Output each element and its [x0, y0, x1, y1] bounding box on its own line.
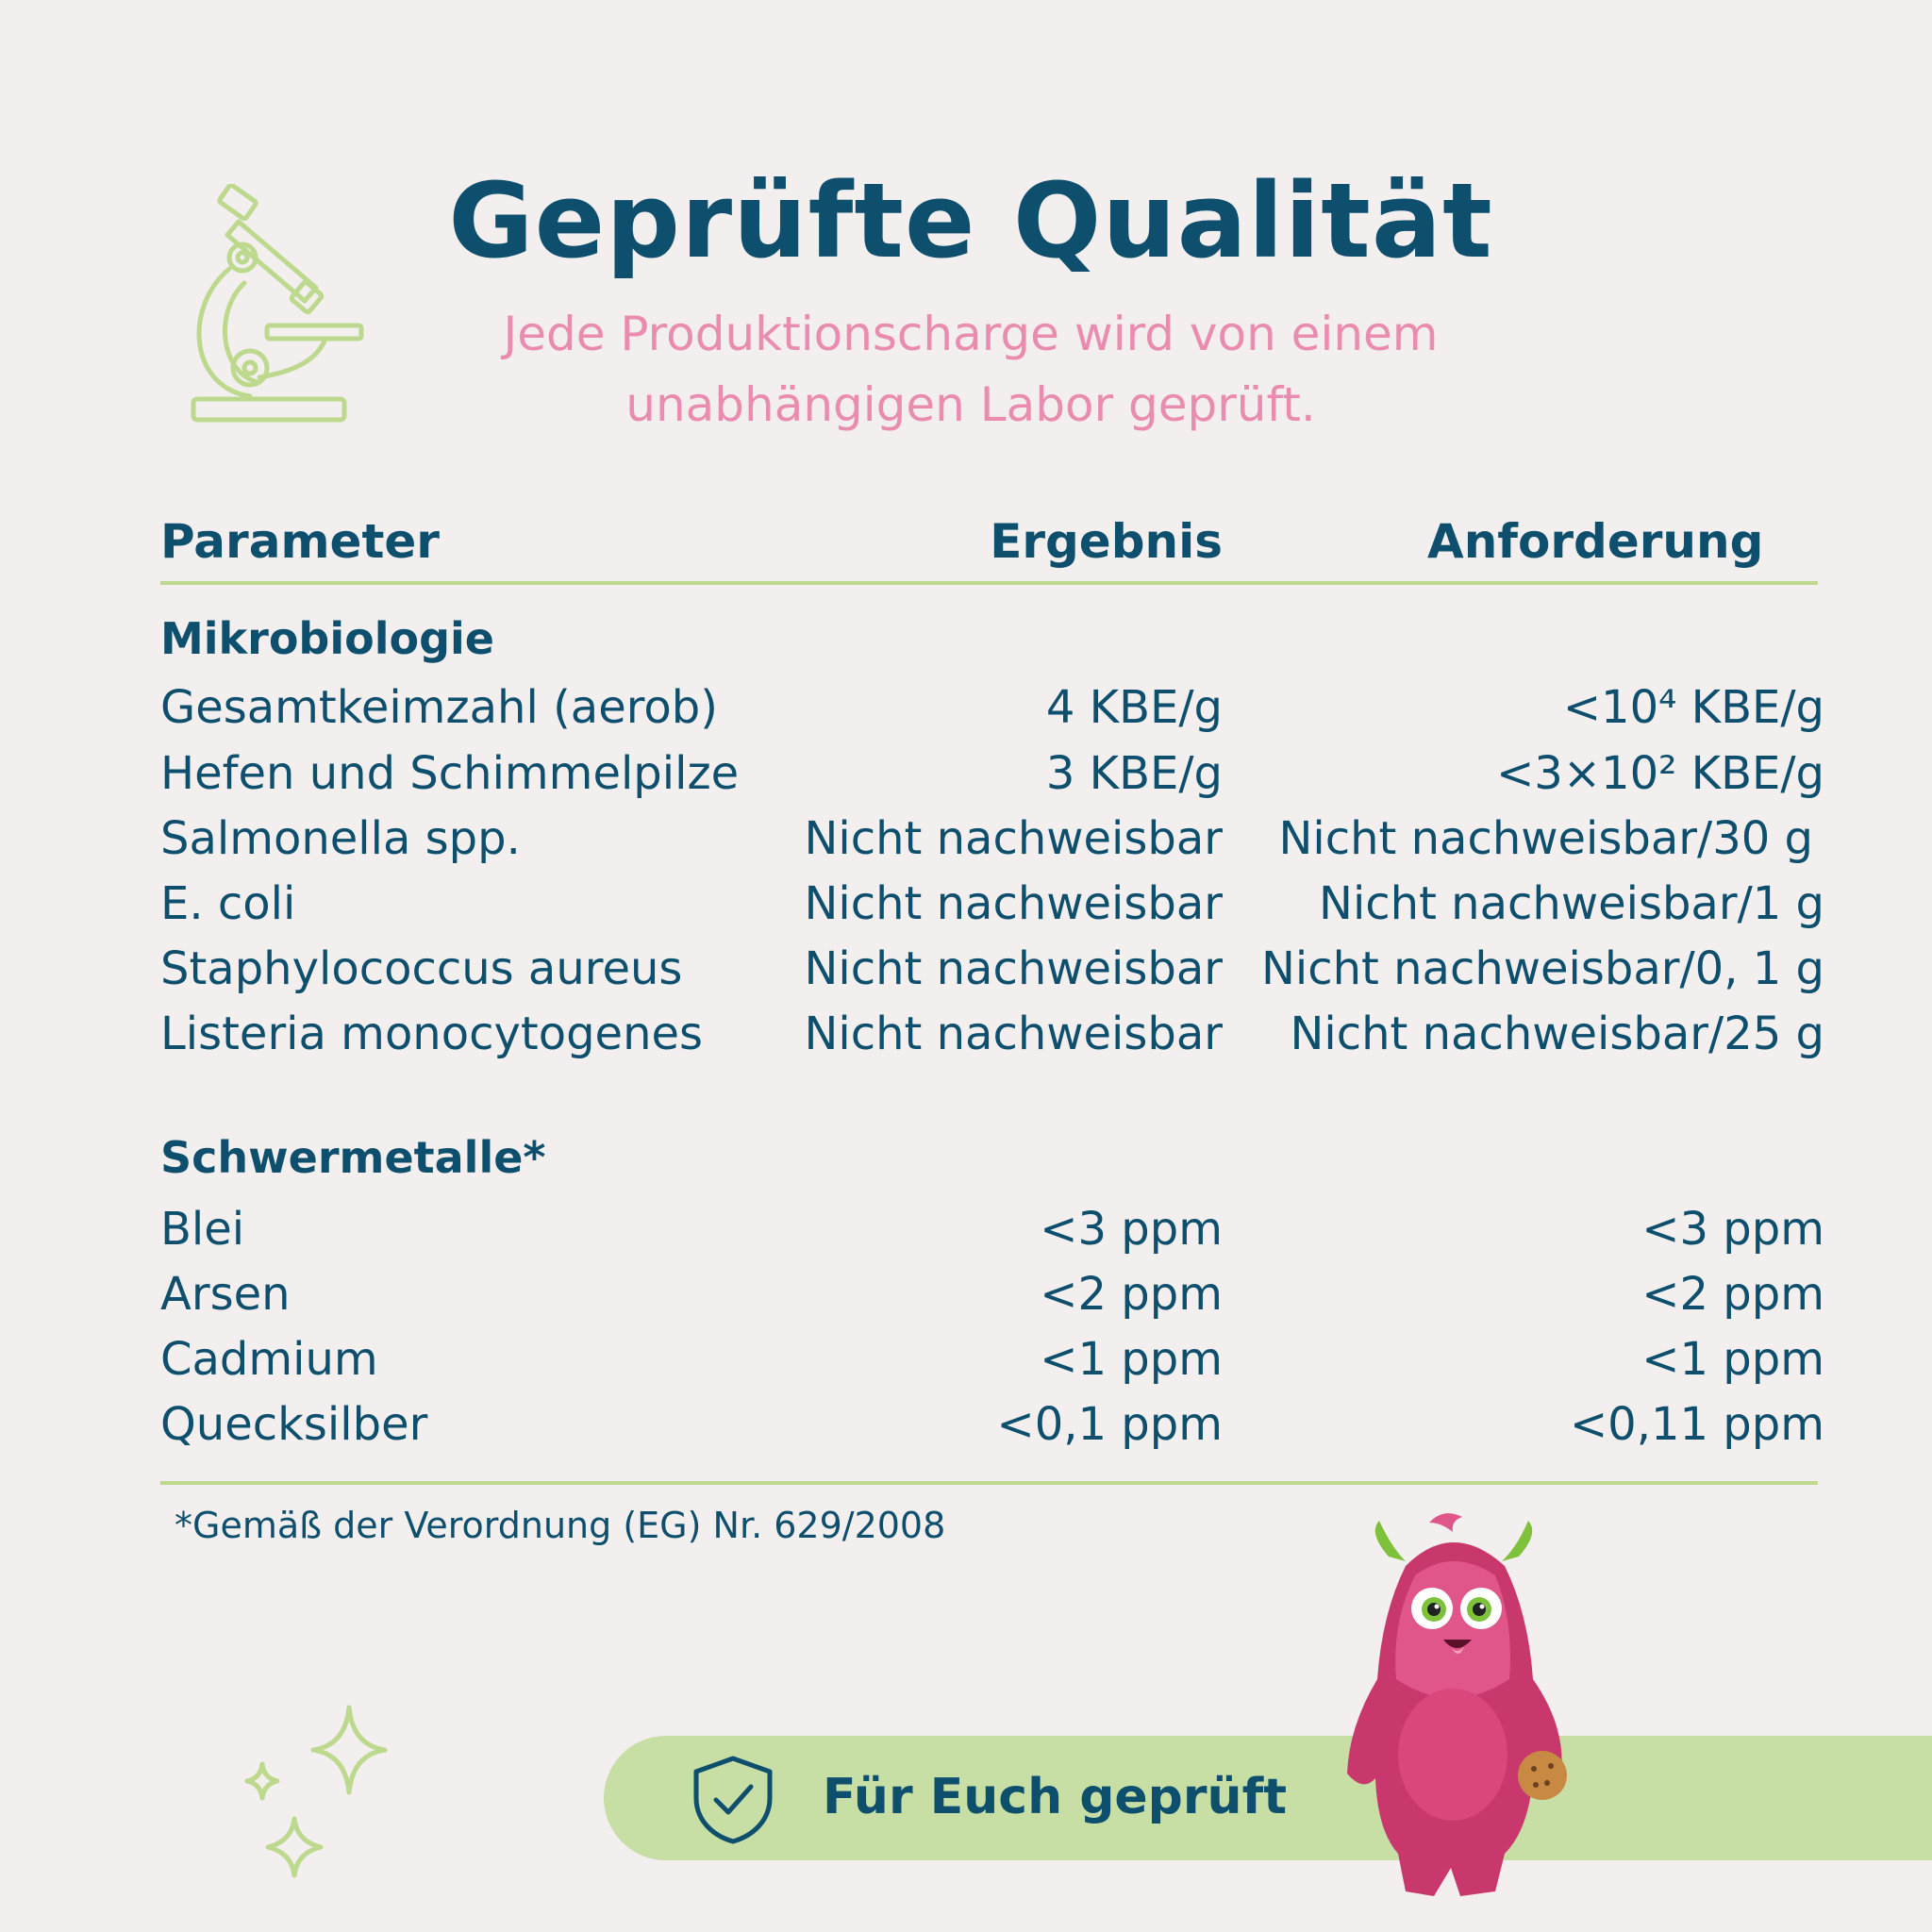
row-result: Nicht nachweisbar — [804, 942, 1223, 995]
row-parameter: Staphylococcus aureus — [160, 942, 683, 995]
row-requirement: Nicht nachweisbar/30 g — [1278, 812, 1813, 865]
row-result: <0,1 ppm — [996, 1398, 1223, 1451]
page-title: Geprüfte Qualität — [448, 160, 1493, 281]
row-requirement: <3×10² KBE/g — [1496, 747, 1824, 800]
column-header-parameter: Parameter — [160, 514, 440, 569]
row-parameter: Arsen — [160, 1268, 291, 1321]
row-result: Nicht nachweisbar — [804, 812, 1223, 865]
column-header-requirement: Anforderung — [1427, 514, 1764, 569]
sparkles-icon — [236, 1698, 396, 1887]
subtitle-line-2: unabhängigen Labor geprüft. — [625, 377, 1316, 432]
row-requirement: <2 ppm — [1641, 1268, 1824, 1321]
row-parameter: Gesamtkeimzahl (aerob) — [160, 681, 718, 734]
row-result: 4 KBE/g — [1045, 681, 1223, 734]
row-result: 3 KBE/g — [1045, 747, 1223, 800]
row-parameter: Hefen und Schimmelpilze — [160, 747, 740, 800]
table-bottom-divider — [160, 1481, 1818, 1485]
row-result: Nicht nachweisbar — [804, 1008, 1223, 1060]
row-requirement: <3 ppm — [1641, 1203, 1824, 1256]
row-result: <3 ppm — [1040, 1203, 1223, 1256]
footnote: *Gemäß der Verordnung (EG) Nr. 629/2008 — [175, 1505, 946, 1546]
row-result: Nicht nachweisbar — [804, 877, 1223, 930]
section-title-heavy-metals: Schwermetalle* — [160, 1132, 546, 1183]
row-parameter: Salmonella spp. — [160, 812, 521, 865]
shield-check-icon — [691, 1755, 775, 1845]
row-requirement: Nicht nachweisbar/0, 1 g — [1260, 942, 1824, 995]
row-parameter: Quecksilber — [160, 1398, 428, 1451]
row-requirement: Nicht nachweisbar/1 g — [1319, 877, 1824, 930]
pink-monster-mascot — [1340, 1509, 1571, 1906]
row-requirement: <1 ppm — [1641, 1333, 1824, 1386]
row-requirement: <10⁴ KBE/g — [1562, 681, 1824, 734]
section-title-microbiology: Mikrobiologie — [160, 613, 494, 664]
row-parameter: E. coli — [160, 877, 296, 930]
subtitle-line-1: Jede Produktionscharge wird von einem — [503, 307, 1439, 361]
row-result: <1 ppm — [1040, 1333, 1223, 1386]
row-parameter: Listeria monocytogenes — [160, 1008, 704, 1060]
badge-label: Für Euch geprüft — [823, 1769, 1288, 1825]
row-requirement: <0,11 ppm — [1569, 1398, 1824, 1451]
row-parameter: Cadmium — [160, 1333, 378, 1386]
column-header-result: Ergebnis — [990, 514, 1223, 569]
row-result: <2 ppm — [1040, 1268, 1223, 1321]
row-parameter: Blei — [160, 1203, 245, 1256]
row-requirement: Nicht nachweisbar/25 g — [1290, 1008, 1824, 1060]
header-divider — [160, 581, 1818, 585]
